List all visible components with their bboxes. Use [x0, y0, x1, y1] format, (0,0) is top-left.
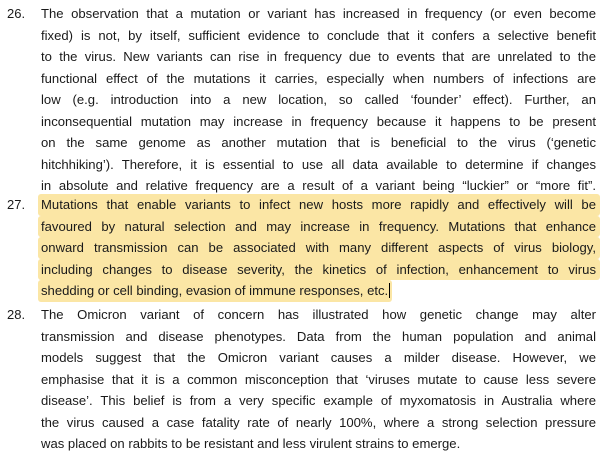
text-line: models suggest that the Omicron variant causes a milder disease. However, we — [41, 350, 596, 365]
text-line: The observation that a mutation or variant has increased in frequency (or even become — [41, 6, 596, 21]
paragraph-number: 26. — [7, 6, 26, 21]
paragraph-number: 27. — [7, 197, 26, 212]
text-line: low (e.g. introduction into a new location, so called ‘founder’ effect). Further, an — [41, 92, 596, 107]
paragraph-body — [41, 304, 596, 455]
text-line: inconsequential mutation may increase in frequency because it happens to be present — [41, 113, 596, 129]
text-line: to the virus. New variants can rise in frequency due to events that are unrelated to the — [41, 49, 596, 64]
text-line: on the same genome as another mutation that is beneficial to the virus (‘genetic — [41, 135, 596, 150]
text-line: transmission and disease phenotypes. Data from the human population and animal — [41, 328, 596, 344]
highlighted-selection[interactable] — [38, 194, 600, 302]
highlighted-line-text: shedding or cell binding, evasion of immune responses, etc. — [41, 283, 389, 298]
text-line: disease’. This belief is from a very specific example of myxomatosis in Australia where — [41, 393, 596, 408]
text-line: was placed on rabbits to be resistant and less virulent strains to emerge. — [41, 436, 461, 451]
highlighted-line: favoured by natural selection and may increase in frequency. Mutations that enhance — [38, 216, 600, 238]
text-line: hitchhiking’). Therefore, it is essential to use all data available to determine if changes — [41, 156, 596, 172]
text-line: emphasise that it is a common misconception that ‘viruses mutate to cause less severe — [41, 371, 596, 387]
paragraph-body — [41, 3, 596, 197]
highlighted-line: including changes to disease severity, the kinetics of infection, enhancement to virus — [38, 259, 600, 281]
text-line: functional effect of the mutations it carries, especially when numbers of infections are — [41, 70, 596, 86]
text-line: The Omicron variant of concern has illustrated how genetic change may alter — [41, 307, 596, 322]
text-cursor — [389, 283, 390, 298]
text-line: in absolute and relative frequency are a result of a variant being “luckier” or “more fit”. — [41, 178, 596, 193]
text-line: fixed) is not, by itself, sufficient evidence to conclude that it confers a selective benefit — [41, 27, 596, 43]
highlighted-line: Mutations that enable variants to infect new hosts more rapidly and effectively will be — [38, 194, 600, 216]
highlighted-line: onward transmission can be associated with many different aspects of virus biology, — [38, 237, 600, 259]
highlighted-line-last — [38, 280, 392, 302]
paragraph-number: 28. — [7, 307, 26, 322]
text-line: the virus caused a case fatality rate of nearly 100%, where a strong selection pressure — [41, 414, 596, 430]
